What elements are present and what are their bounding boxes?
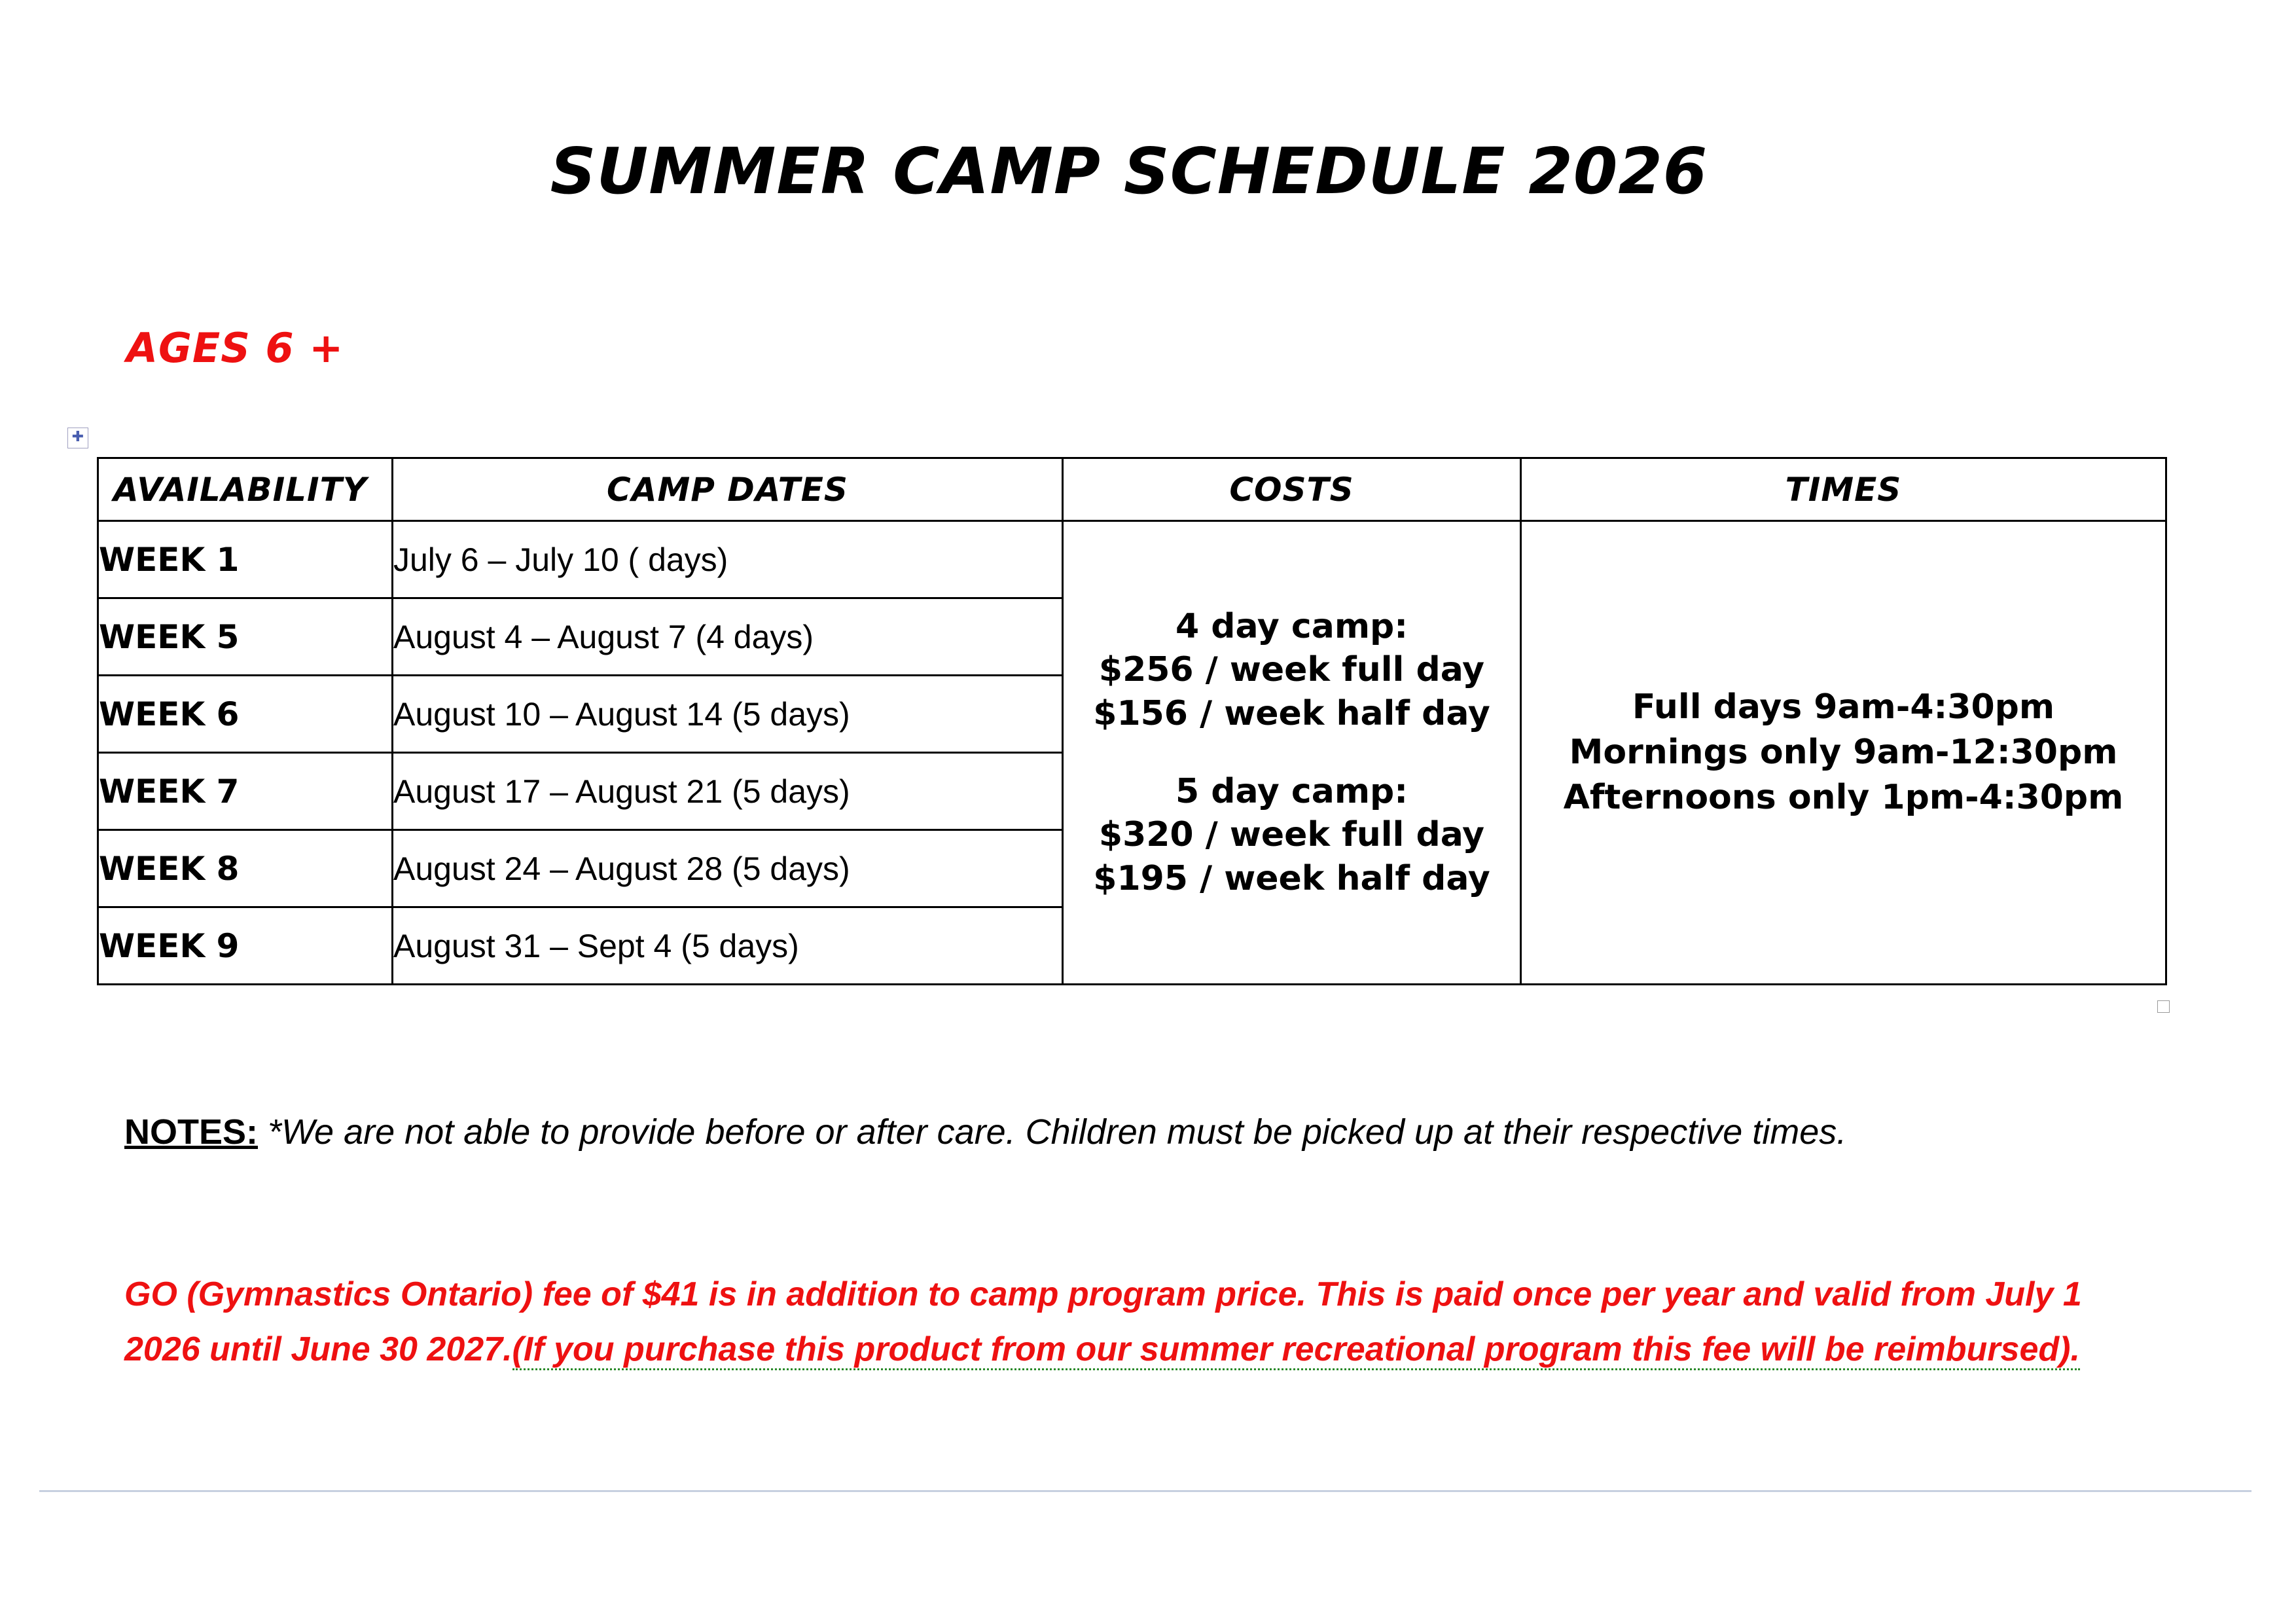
costs-four-day-title: 4 day camp: [1175, 606, 1408, 646]
cell-availability: WEEK 9 [98, 907, 393, 985]
notes-text: *We are not able to provide before or after care. Children must be picked up at their respective times. [268, 1112, 1847, 1152]
notes-label: NOTES: [124, 1112, 259, 1152]
go-fee-note-part1: GO (Gymnastics Ontario) fee of $41 is in addition to camp program price. This is paid once per year and valid from July 1 2026 until June 30 2027. [124, 1275, 2082, 1369]
cell-camp-dates: August 17 – August 21 (5 days) [393, 753, 1063, 830]
resize-handle-icon[interactable] [2157, 1000, 2170, 1013]
go-fee-note [124, 1267, 2101, 1377]
table-header-row [98, 458, 2166, 521]
page-title: SUMMER CAMP SCHEDULE 2026 [550, 134, 1708, 208]
costs-five-day-half: $195 / week half day [1093, 858, 1490, 898]
table-row [98, 521, 2166, 598]
column-header-times: TIMES [1521, 458, 2166, 521]
cell-availability: WEEK 6 [98, 676, 393, 753]
go-fee-note-part2: (If you purchase this product from our summer recreational program this fee will be reimbursed). [512, 1330, 2080, 1370]
column-header-costs: COSTS [1063, 458, 1521, 521]
camp-schedule-table [97, 457, 2167, 985]
cell-availability: WEEK 5 [98, 598, 393, 676]
cell-camp-dates: August 24 – August 28 (5 days) [393, 830, 1063, 907]
cell-availability: WEEK 1 [98, 521, 393, 598]
times-line-2: Mornings only 9am-12:30pm [1569, 732, 2118, 772]
column-header-availability: AVAILABILITY [98, 458, 393, 521]
costs-spacer [1070, 736, 1513, 770]
costs-five-day-full: $320 / week full day [1098, 815, 1485, 855]
cell-camp-dates: July 6 – July 10 ( days) [393, 521, 1063, 598]
ages-heading: AGES 6 + [126, 324, 344, 372]
cell-availability: WEEK 7 [98, 753, 393, 830]
move-handle-icon[interactable]: ✚ [67, 428, 88, 448]
cell-availability: WEEK 8 [98, 830, 393, 907]
cell-camp-dates: August 4 – August 7 (4 days) [393, 598, 1063, 676]
notes-paragraph [124, 1106, 2153, 1158]
cell-costs [1063, 521, 1521, 985]
cell-camp-dates: August 10 – August 14 (5 days) [393, 676, 1063, 753]
times-line-1: Full days 9am-4:30pm [1632, 687, 2055, 727]
cell-times [1521, 521, 2166, 985]
bottom-divider [39, 1490, 2251, 1492]
column-header-camp-dates: CAMP DATES [393, 458, 1063, 521]
times-line-3: Afternoons only 1pm-4:30pm [1563, 778, 2124, 818]
costs-four-day-full: $256 / week full day [1098, 650, 1485, 690]
costs-four-day-half: $156 / week half day [1093, 693, 1490, 733]
cell-camp-dates: August 31 – Sept 4 (5 days) [393, 907, 1063, 985]
costs-five-day-title: 5 day camp: [1175, 771, 1408, 811]
